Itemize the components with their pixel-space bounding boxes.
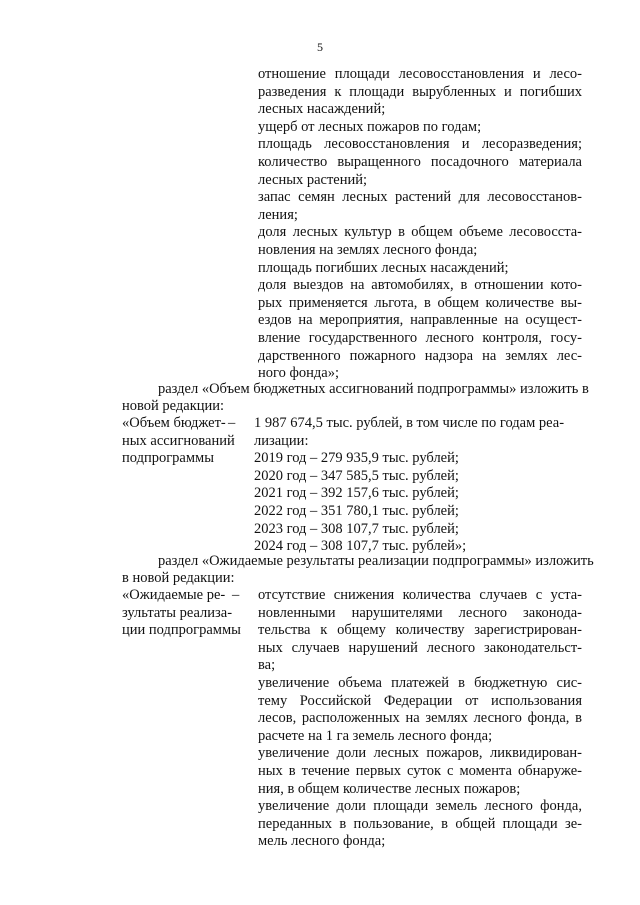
- text-line: 2020 год – 347 585,5 тыс. рублей;: [254, 467, 459, 484]
- text-line: 2022 год – 351 780,1 тыс. рублей;: [254, 503, 459, 519]
- text-line: раздел «Объем бюджетных ассигнований подпрограммы» изложить в: [158, 381, 589, 397]
- text-line: 2024 год – 308 107,7 тыс. рублей»;: [254, 538, 467, 555]
- text-line: вление государственного лесного контроля, госу-: [258, 330, 582, 346]
- text-line: ного фонда»;: [258, 365, 339, 382]
- section-results-dash: –: [232, 587, 240, 603]
- text-line: ва;: [258, 657, 276, 674]
- text-line: разведения к площади вырубленных и погибших: [258, 83, 582, 100]
- text-line: ния, в общем количестве лесных пожаров;: [258, 780, 521, 797]
- text-line: отсутствие снижения количества случаев с уста-: [258, 587, 582, 603]
- text-line: количество выращенного посадочного материала: [258, 154, 582, 170]
- text-line: доля лесных культур в общем объеме лесовосста-: [258, 224, 582, 241]
- text-line: лесных растений;: [258, 171, 368, 188]
- text-line: мель лесного фонда;: [258, 833, 386, 850]
- text-line: «Объем бюджет-: [122, 415, 226, 431]
- text-line: площадь погибших лесных насаждений;: [258, 259, 509, 276]
- text-line: отношение площади лесовосстановления и лесо-: [258, 66, 582, 82]
- text-line: лесов, расположенных на землях лесного фонда, в: [258, 710, 582, 727]
- text-line: площадь лесовосстановления и лесоразведения;: [258, 136, 582, 153]
- text-line: рых применяется льгота, в общем количестве вы-: [258, 294, 582, 311]
- text-line: увеличение доли лесных пожаров, ликвидирован-: [258, 745, 582, 762]
- text-line: лесных насаждений;: [258, 101, 386, 118]
- text-line: подпрограммы: [122, 450, 214, 467]
- section-budget-dash: –: [228, 415, 236, 431]
- text-line: ных случаев нарушений лесного законодательст-: [258, 639, 582, 656]
- text-line: новой редакции:: [122, 398, 225, 415]
- text-line: тему Российской Федерации от использования: [258, 692, 582, 709]
- text-line: новления на землях лесного фонда;: [258, 242, 478, 258]
- text-line: раздел «Ожидаемые результаты реализации подпрограммы» изложить: [158, 553, 594, 569]
- text-line: новленными нарушителями лесного законода-: [258, 604, 582, 621]
- text-line: ущерб от лесных пожаров по годам;: [258, 118, 482, 135]
- text-line: «Ожидаемые ре-: [122, 587, 226, 603]
- text-line: ных ассигнований: [122, 432, 235, 449]
- page-number: 5: [317, 40, 323, 54]
- text-line: ездов на мероприятия, направленные на осущест-: [258, 312, 582, 329]
- text-line: ных в течение первых суток с момента обнаруже-: [258, 763, 582, 779]
- text-line: в новой редакции:: [122, 570, 235, 587]
- text-line: расчете на 1 га земель лесного фонда;: [258, 727, 493, 744]
- text-line: дарственного пожарного надзора на землях лес-: [258, 347, 582, 364]
- text-line: ции подпрограммы: [122, 622, 241, 639]
- text-line: 2019 год – 279 935,9 тыс. рублей;: [254, 450, 459, 467]
- text-line: 1 987 674,5 тыс. рублей, в том числе по годам реа-: [254, 415, 565, 431]
- text-line: 2023 год – 308 107,7 тыс. рублей;: [254, 520, 459, 537]
- text-line: лизации:: [254, 432, 309, 449]
- text-line: переданных в пользование, в общей площади зе-: [258, 815, 582, 832]
- text-line: увеличение доли площади земель лесного фонда,: [258, 798, 582, 815]
- text-line: запас семян лесных растений для лесовосстанов-: [258, 189, 582, 206]
- text-line: 2021 год – 392 157,6 тыс. рублей;: [254, 485, 459, 502]
- text-line: тельства к общему количеству зарегистрирован-: [258, 622, 582, 639]
- text-line: зультаты реализа-: [122, 604, 233, 621]
- text-line: доля выездов на автомобилях, в отношении кото-: [258, 277, 582, 294]
- text-line: увеличение объема платежей в бюджетную сис-: [258, 675, 582, 691]
- text-line: ления;: [258, 206, 298, 223]
